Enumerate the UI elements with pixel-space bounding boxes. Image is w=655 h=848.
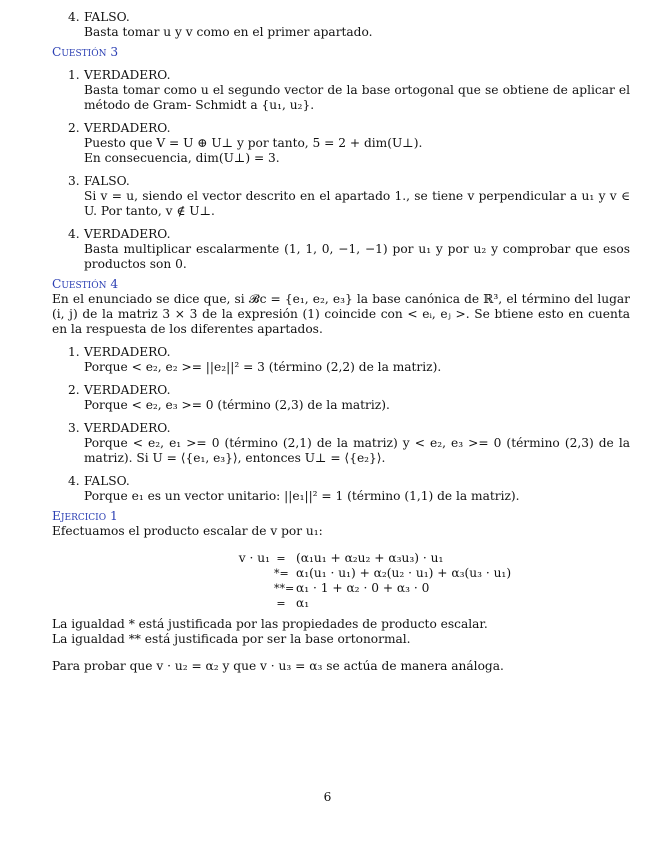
item-number: 4.	[68, 474, 80, 488]
list-item	[52, 174, 630, 219]
equation-rhs: α₁(u₁ · u₁) + α₂(u₂ · u₁) + α₃(u₃ · u₁)	[296, 566, 512, 580]
equation-rhs: α₁	[296, 596, 310, 610]
item-text: En consecuencia, dim(U⊥) = 3.	[84, 151, 280, 165]
item-verdict: FALSO.	[84, 174, 130, 188]
item-text: Basta multiplicar escalarmente (1, 1, 0, −1, −1) por u₁ y por u₂ y comprobar que esos productos son 0.	[84, 242, 630, 271]
list-item	[52, 474, 630, 504]
equation-row	[52, 566, 630, 581]
item-text: Porque < e₂, e₁ >= 0 (término (2,1) de la matriz) y < e₂, e₃ >= 0 (término (2,3) de la matriz). Si U = ⟨{e₁, e₃}⟩, entonces U⊥ = ⟨{e₂}⟩.	[84, 436, 630, 465]
item-number: 2.	[68, 383, 80, 397]
item-verdict: VERDADERO.	[84, 227, 171, 241]
list-item	[52, 68, 630, 113]
item-number: 3.	[68, 421, 80, 435]
equation-row	[52, 596, 630, 611]
item-number: 1.	[68, 345, 80, 359]
item-number: 3.	[68, 174, 80, 188]
item-text: Puesto que V = U ⊕ U⊥ y por tanto, 5 = 2 + dim(U⊥).	[84, 136, 423, 150]
list-item	[52, 121, 630, 166]
equation-relation: =	[276, 552, 286, 565]
equation-relation: *=	[274, 567, 289, 580]
item-number: 4.	[68, 227, 80, 241]
item-verdict: VERDADERO.	[84, 421, 171, 435]
item-verdict: VERDADERO.	[84, 68, 171, 82]
list-item	[52, 383, 630, 413]
list-item	[52, 10, 630, 40]
equation-rhs: (α₁u₁ + α₂u₂ + α₃u₃) · u₁	[296, 551, 444, 565]
equation-lhs: v · u₁	[238, 551, 270, 565]
item-verdict: FALSO.	[84, 474, 130, 488]
section-heading: Cuestión 3	[52, 45, 119, 59]
item-verdict: VERDADERO.	[84, 121, 171, 135]
item-text: Porque < e₂, e₃ >= 0 (término (2,3) de la matriz).	[84, 398, 390, 412]
item-text: Porque < e₂, e₂ >= ||e₂||² = 3 (término (2,2) de la matriz).	[84, 360, 442, 374]
list-item	[52, 421, 630, 466]
equation-row	[52, 551, 630, 566]
paragraph: La igualdad * está justificada por las propiedades de producto escalar.	[52, 617, 488, 631]
item-number: 1.	[68, 68, 80, 82]
cuestion3-list	[52, 68, 630, 272]
item-text: Porque e₁ es un vector unitario: ||e₁||² = 1 (término (1,1) de la matriz).	[84, 489, 520, 503]
section-heading: Ejercicio 1	[52, 509, 118, 523]
page-content	[52, 10, 630, 674]
equation-rhs: α₁ · 1 + α₂ · 0 + α₃ · 0	[296, 581, 430, 595]
equation-relation: =	[276, 597, 286, 610]
section-heading: Cuestión 4	[52, 277, 119, 291]
item-text: Si v = u, siendo el vector descrito en el apartado 1., se tiene v perpendicular a u₁ y v ∈ U. Por tanto, v ∉ U⊥.	[84, 189, 630, 218]
equation-row	[52, 581, 630, 596]
list-item	[52, 345, 630, 375]
cuestion4-list	[52, 345, 630, 504]
paragraph: Para probar que v · u₂ = α₂ y que v · u₃ = α₃ se actúa de manera análoga.	[52, 659, 504, 673]
paragraph: En el enunciado se dice que, si 𝓑c = {e₁, e₂, e₃} la base canónica de ℝ³, el término del lugar (i, j) de la matriz 3 × 3 de la expresión (1) coincide con < eᵢ, eⱼ >. Se btiene esto en cuenta en la respuesta de los diferentes apartados.	[52, 292, 630, 336]
item-text: Basta tomar u y v como en el primer apartado.	[84, 25, 373, 39]
equation-block	[52, 545, 630, 610]
item-verdict: FALSO.	[84, 10, 130, 24]
paragraph: Efectuamos el producto escalar de v por u₁:	[52, 524, 323, 538]
item-number: 4.	[68, 10, 80, 24]
item-number: 2.	[68, 121, 80, 135]
item-verdict: VERDADERO.	[84, 383, 171, 397]
list-item	[52, 227, 630, 272]
paragraph: La igualdad ** está justificada por ser la base ortonormal.	[52, 632, 411, 646]
item-text: Basta tomar como u el segundo vector de la base ortogonal que se obtiene de aplicar el método de Gram- Schmidt a {u₁, u₂}.	[84, 83, 630, 112]
equation-relation: **=	[274, 582, 295, 595]
item-verdict: VERDADERO.	[84, 345, 171, 359]
page-number: 6	[323, 790, 332, 804]
